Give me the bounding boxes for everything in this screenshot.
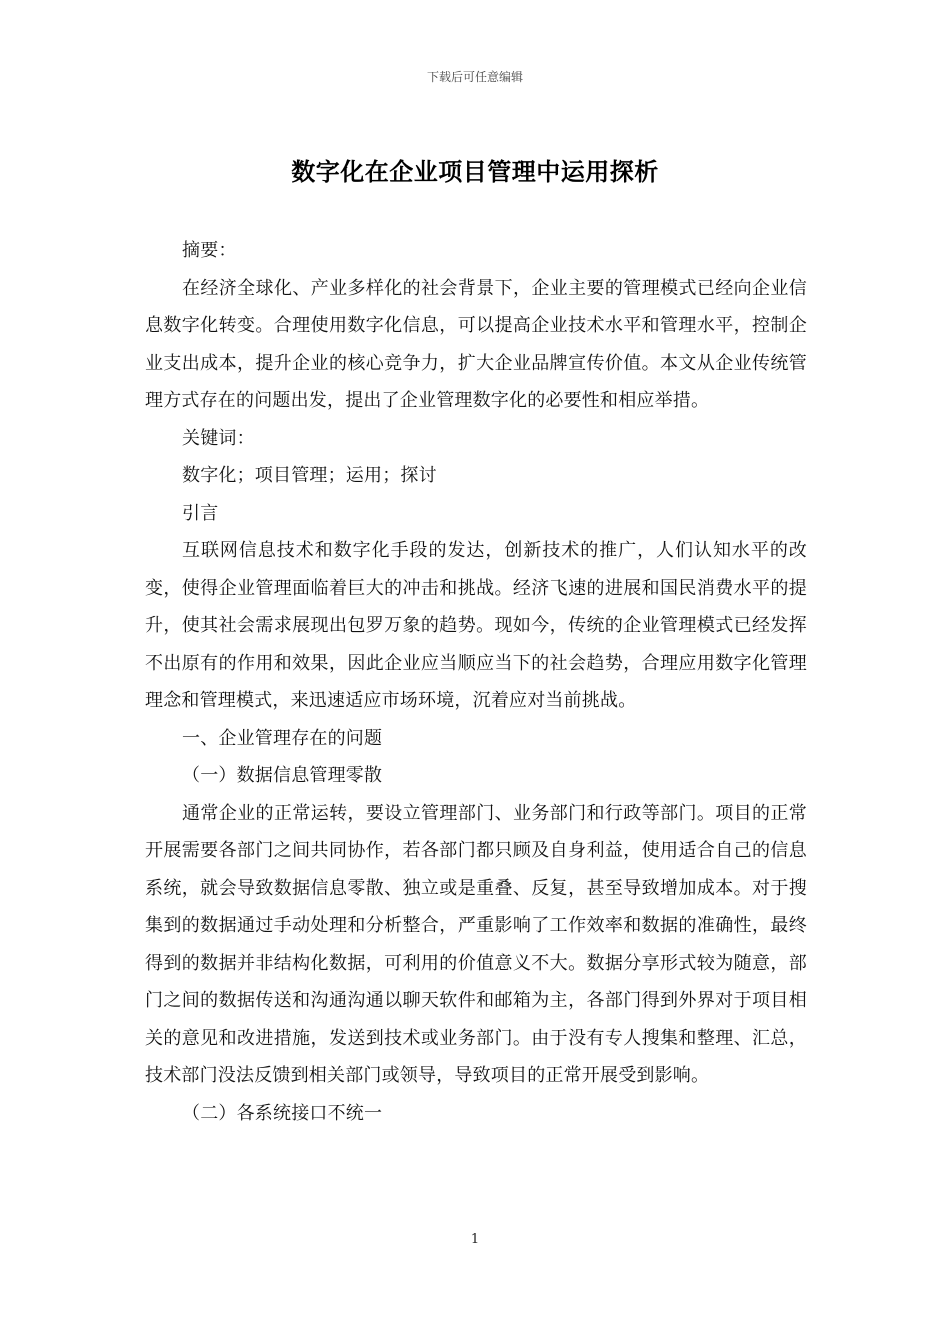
- intro-heading: 引言: [182, 502, 219, 524]
- document-title: 数字化在企业项目管理中运用探析: [291, 158, 659, 186]
- subsection-1-paragraph: 通常企业的正常运转，要设立管理部门、业务部门和行政等部门。项目的正常开展需要各部门之间共同协作，若各部门都只顾及自身利益，使用适合自己的信息系统，就会导致数据信息零散、独立或是重叠、反复，甚至导致增加成本。对于搜集到的数据通过手动处理和分析整合，严重影响了工作效率和数据的准确性，最终得到的数据并非结构化数据，可利用的价值意义不大。数据分享形式较为随意，部门之间的数据传送和沟通沟通以聊天软件和邮箱为主，各部门得到外界对于项目相关的意见和改进措施，发送到技术或业务部门。由于没有专人搜集和整理、汇总，技术部门没法反馈到相关部门或领导，导致项目的正常开展受到影响。: [145, 802, 807, 1086]
- page-number: 1: [470, 1232, 480, 1247]
- keywords-paragraph: 数字化；项目管理；运用；探讨: [182, 465, 437, 486]
- abstract-label: 摘要：: [182, 240, 237, 261]
- document-body: [145, 232, 807, 1132]
- subsection-2-heading: （二）各系统接口不统一: [182, 1102, 383, 1124]
- header-note: 下载后可任意编辑: [426, 70, 523, 84]
- keywords-label: 关键词：: [182, 427, 255, 449]
- subsection-1-heading: （一）数据信息管理零散: [182, 765, 383, 786]
- intro-paragraph: 互联网信息技术和数字化手段的发达，创新技术的推广，人们认知水平的改变，使得企业管理面临着巨大的冲击和挑战。经济飞速的进展和国民消费水平的提升，使其社会需求展现出包罗万象的趋势。现如今，传统的企业管理模式已经发挥不出原有的作用和效果，因此企业应当顺应当下的社会趋势，合理应用数字化管理理念和管理模式，来迅速适应市场环境，沉着应对当前挑战。: [145, 540, 807, 711]
- section-1-heading: 一、企业管理存在的问题: [182, 727, 383, 749]
- abstract-paragraph: 在经济全球化、产业多样化的社会背景下，企业主要的管理模式已经向企业信息数字化转变。合理使用数字化信息，可以提高企业技术水平和管理水平，控制企业支出成本，提升企业的核心竞争力，扩大企业品牌宣传价值。本文从企业传统管理方式存在的问题出发，提出了企业管理数字化的必要性和相应举措。: [145, 277, 807, 411]
